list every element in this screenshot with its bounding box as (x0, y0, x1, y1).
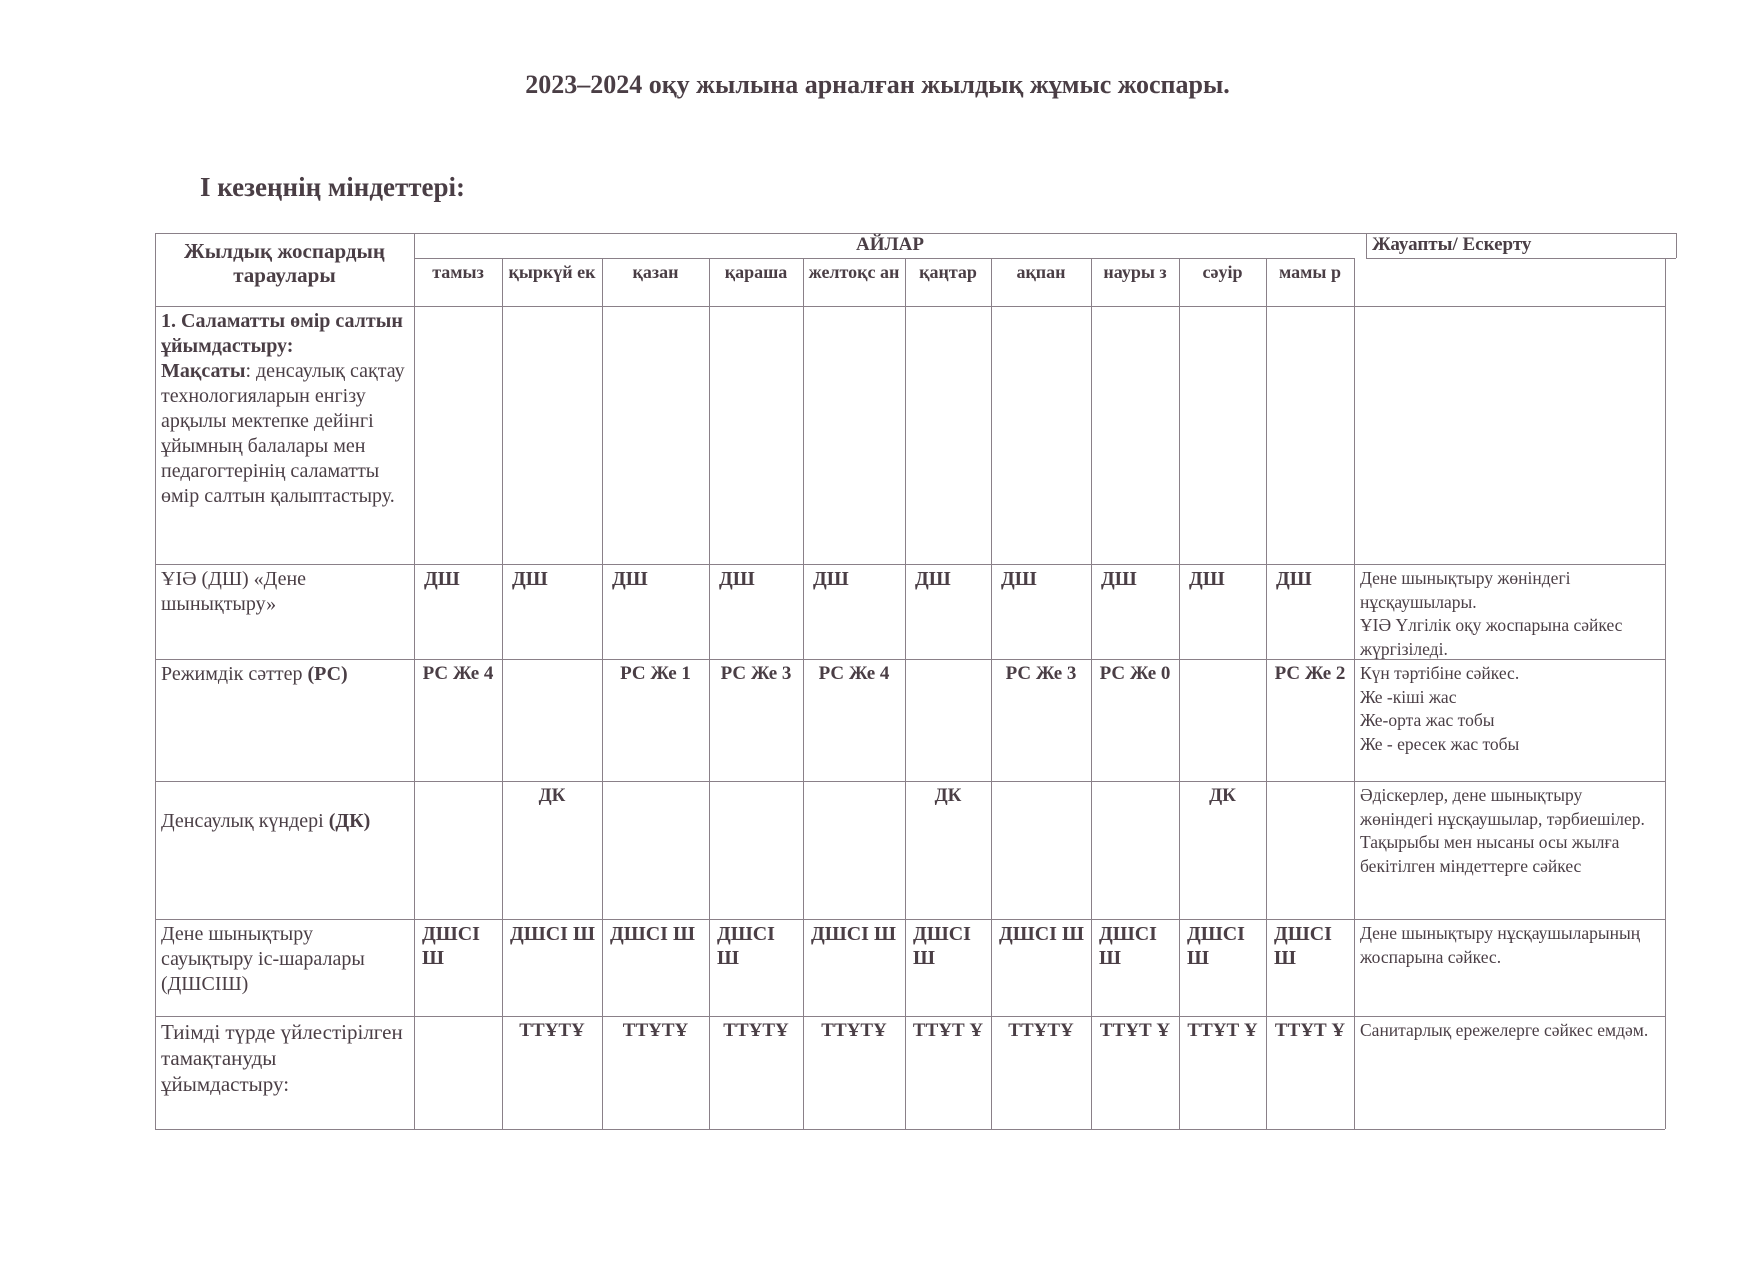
row-note (1354, 919, 1665, 1016)
month-header-4: желтоқс ан (808, 262, 900, 282)
row-note (1354, 659, 1665, 781)
row-label-text: Денсаулық күндері (161, 810, 324, 832)
goal-label: Мақсаты (161, 360, 246, 382)
table-border-right (1665, 258, 1666, 1129)
month-cell: ДК (1209, 785, 1236, 806)
month-cell: РС Же 2 (1274, 663, 1346, 684)
month-cell: ДШСІ Ш (1187, 923, 1245, 969)
month-cell: ДШ (719, 568, 755, 590)
month-cell (502, 659, 602, 781)
month-cell: ДШ (915, 568, 951, 590)
row-note (1354, 781, 1665, 919)
month-cell: ДШ (512, 568, 548, 590)
month-cell (602, 306, 709, 564)
month-cell (905, 306, 991, 564)
month-header-5: қаңтар (919, 262, 977, 282)
month-cell: ТТҰТ Ұ (1099, 1020, 1171, 1041)
month-cell: ДШ (1276, 568, 1312, 590)
month-cell: ДШСІ Ш (811, 923, 896, 945)
row-note (1354, 306, 1665, 564)
note-line: Дене шынықтыру нұсқаушыларының жоспарына сәйкес. (1360, 923, 1641, 967)
note-line: Же -кіші жас (1360, 686, 1457, 707)
section-title: 1. Саламатты өмір салтын ұйымдастыру: (161, 310, 403, 357)
months-group-header: АЙЛАР (856, 234, 924, 255)
note-line: Же - ересек жас тобы (1360, 733, 1520, 754)
month-cell (414, 781, 502, 919)
month-cell: ДШСІ Ш (913, 923, 971, 969)
month-cell: ДШ (424, 568, 460, 590)
table-row-label (155, 659, 414, 781)
section-column-header: Жылдық жоспардың тараулары (184, 239, 385, 287)
row-label-abbrev: (ДК) (328, 810, 371, 832)
month-header-0: тамыз (432, 262, 484, 282)
month-cell: РС Же 0 (1099, 663, 1171, 684)
notes-column-header: Жауапты/ Ескерту (1372, 234, 1532, 255)
month-cell (709, 306, 803, 564)
month-header-7: науры з (1103, 262, 1167, 282)
table-row-label (155, 1016, 414, 1129)
document-title: 2023–2024 оқу жылына арналған жылдық жұмыс жоспары. (525, 70, 1230, 99)
section-subtitle: І кезеңнің міндеттері: (200, 172, 465, 202)
note-line: Дене шынықтыру жөніндегі нұсқаушылары. (1360, 568, 1571, 612)
table-row-label (155, 781, 414, 919)
month-cell (502, 306, 602, 564)
month-cell: ДШСІ Ш (1274, 923, 1332, 969)
goal-text: : денсаулық сақтау технологияларын енгізу арқылы мектепке дейінгі ұйымның балалары мен педагогтерінің саламатты өмір салтын қалыптастыру. (161, 360, 405, 507)
month-header-8: сәуір (1202, 262, 1243, 282)
month-cell: ДШСІ Ш (1099, 923, 1157, 969)
month-cell: ТТҰТҰ (821, 1020, 887, 1041)
note-line: ҰІӘ Үлгілік оқу жоспарына сәйкес жүргізіледі. (1360, 615, 1623, 659)
note-line: Тақырыбы мен нысаны осы жылға бекітілген міндеттерге сәйкес (1360, 832, 1620, 876)
month-cell: ДШСІ Ш (610, 923, 695, 945)
month-cell: ДШСІ Ш (510, 923, 595, 945)
row-note (1354, 564, 1665, 659)
month-cell (1179, 306, 1266, 564)
month-cell: РС Же 4 (818, 663, 890, 684)
row-note (1354, 1016, 1665, 1129)
month-cell: ТТҰТҰ (1008, 1020, 1074, 1041)
month-cell: ТТҰТ Ұ (1274, 1020, 1346, 1041)
month-cell: ТТҰТҰ (723, 1020, 789, 1041)
month-cell (991, 306, 1091, 564)
month-cell (1091, 781, 1179, 919)
row-label-text: Дене шынықтыру сауықтыру іс-шаралары (ДШСІШ) (161, 923, 365, 995)
month-cell (1266, 306, 1354, 564)
month-cell (414, 1016, 502, 1129)
month-cell (709, 781, 803, 919)
month-cell: РС Же 3 (1005, 663, 1077, 684)
month-cell: ДШСІ Ш (717, 923, 775, 969)
month-cell (1179, 659, 1266, 781)
table-row-label (155, 306, 414, 564)
row-label-text: ҰІӘ (ДШ) «Дене шынықтыру» (161, 568, 307, 615)
month-cell: ДШ (813, 568, 849, 590)
month-cell: ТТҰТ Ұ (912, 1020, 984, 1041)
month-cell (1091, 306, 1179, 564)
table-row-label (155, 564, 414, 659)
month-cell: ТТҰТҰ (622, 1020, 689, 1041)
month-cell: ТТҰТ Ұ (1187, 1020, 1258, 1041)
note-line: Же-орта жас тобы (1360, 710, 1495, 730)
month-cell: ДШСІ Ш (422, 923, 480, 969)
month-header-6: ақпан (1016, 262, 1066, 282)
month-cell: ДК (538, 785, 566, 806)
note-line: Күн тәртібіне сәйкес. (1360, 663, 1520, 683)
month-cell: ДШ (1101, 568, 1137, 590)
month-cell (414, 306, 502, 564)
note-line: Санитарлық ережелерге сәйкес емдәм. (1360, 1020, 1649, 1040)
month-cell: РС Же 3 (720, 663, 792, 684)
month-header-1: қыркүй ек (508, 262, 596, 282)
month-cell (905, 659, 991, 781)
month-cell: ТТҰТҰ (519, 1020, 585, 1041)
month-cell (602, 781, 709, 919)
row-label-abbrev: (РС) (307, 663, 348, 685)
row-divider (155, 1129, 1665, 1130)
notes-header-bottom (1366, 258, 1676, 259)
month-cell (803, 306, 905, 564)
month-header-9: мамы р (1279, 262, 1341, 282)
notes-header-right (1676, 233, 1677, 258)
month-cell: РС Же 1 (620, 663, 691, 684)
month-header-2: қазан (632, 262, 679, 282)
note-line: Әдіскерлер, дене шынықтыру жөніндегі нұсқаушылар, тәрбиешілер. (1360, 785, 1645, 829)
month-cell: РС Же 4 (422, 663, 494, 684)
month-cell: ДШ (612, 568, 648, 590)
month-cell: ДШ (1001, 568, 1037, 590)
month-cell: ДШСІ Ш (999, 923, 1084, 945)
month-header-3: қараша (724, 262, 788, 282)
row-label-text: Тиімді түрде үйлестірілген тамақтануды ұйымдастыру: (161, 1020, 403, 1096)
month-cell (1266, 781, 1354, 919)
month-cell: ДК (934, 785, 962, 806)
table-row-label (155, 919, 414, 1016)
row-label-text: Режимдік сәттер (161, 663, 303, 685)
month-cell: ДШ (1189, 568, 1225, 590)
month-cell (991, 781, 1091, 919)
month-cell (803, 781, 905, 919)
